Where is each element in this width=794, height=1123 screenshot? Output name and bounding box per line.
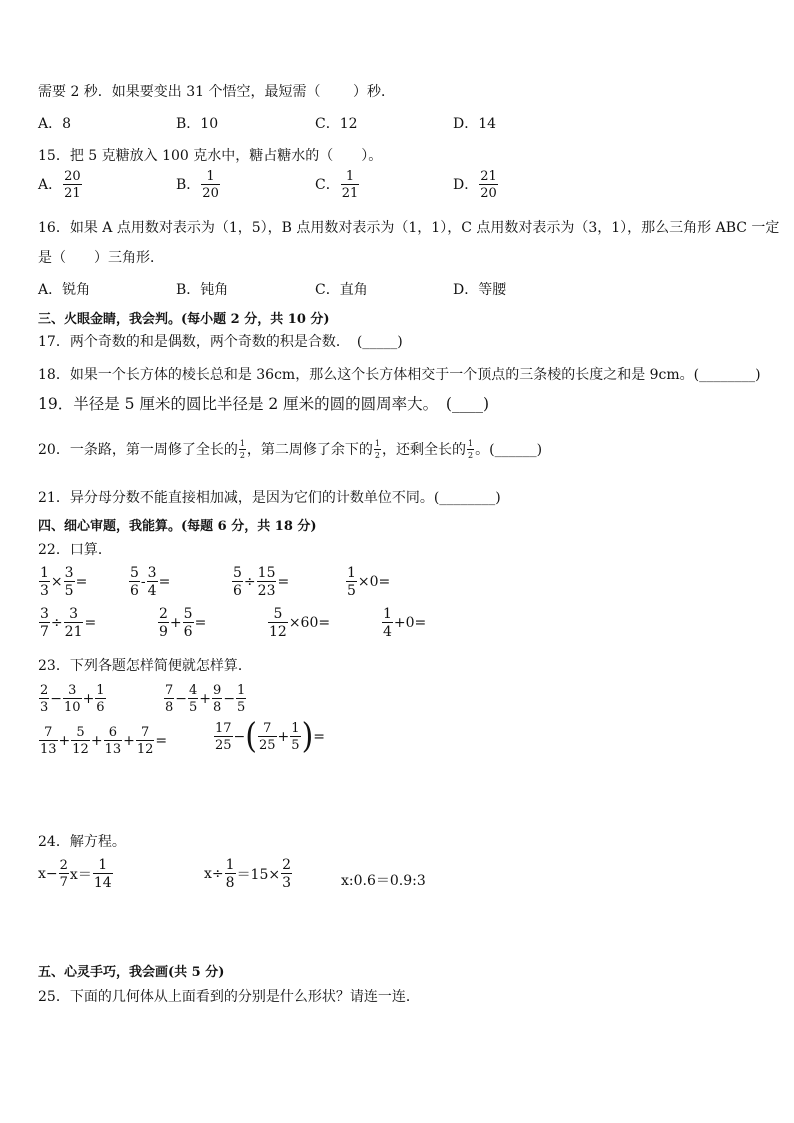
q22-item-6: $\frac{2}{9}$ + $\frac{5}{6}$ = — [159, 606, 207, 640]
section-3-heading: 三、火眼金睛，我会判。(每小题 2 分，共 10 分) — [38, 312, 330, 327]
q15-option-c: C． $\frac{1}{21}$ — [315, 169, 359, 201]
q16-text-line1: 16．如果 A 点用数对表示为（1，5），B 点用数对表示为（1，1），C 点用数对表示为（3，1），那么三角形 ABC 一定 — [38, 220, 780, 236]
section-5-heading: 五、心灵手巧，我会画(共 5 分) — [38, 965, 225, 980]
q21-text: 21．异分母分数不能直接相加减，是因为它们的计数单位不同。(________) — [38, 490, 501, 506]
q25-text: 25．下面的几何体从上面看到的分别是什么形状？请连一连． — [38, 989, 420, 1005]
q24-equation-1: x− $\frac{2}{7}$ x＝ $\frac{1}{14}$ — [38, 857, 112, 891]
close-paren: ) — [301, 716, 314, 757]
q16-option-b: B．钝角 — [176, 282, 229, 298]
q14-option-d: D．14 — [453, 116, 497, 132]
q23-expr-4: $\frac{17}{25}$ −( $\frac{7}{25}$ + $\frac{1}{5}$ )= — [215, 716, 326, 757]
q24-equation-2: x÷ $\frac{1}{8}$ ＝15× $\frac{2}{3}$ — [204, 857, 292, 891]
q16-option-d: D．等腰 — [453, 282, 507, 298]
q14-option-c: C．12 — [315, 116, 358, 132]
q22-item-7: $\frac{5}{12}$ ×60= — [269, 606, 331, 640]
q16-text-line2: 是（ ）三角形． — [38, 250, 164, 266]
q22-item-8: $\frac{1}{4}$ +0= — [383, 606, 427, 640]
q15-option-b: B． $\frac{1}{20}$ — [176, 169, 219, 201]
open-paren: ( — [245, 716, 257, 757]
q19-text: 19．半径是 5 厘米的圆比半径是 2 厘米的圆的圆周率大。 (____) — [38, 395, 490, 413]
q24-text: 24．解方程。 — [38, 834, 126, 850]
q22-item-5: $\frac{3}{7}$ ÷ $\frac{3}{21}$ = — [40, 606, 97, 640]
q24-equation-3: x:0.6＝0.9:3 — [341, 873, 426, 889]
q14-text: 需要 2 秒．如果要变出 31 个悟空，最短需（ ）秒． — [38, 84, 395, 100]
q23-expr-2: $\frac{7}{8}$ − $\frac{4}{5}$ + $\frac{9}{8}$ − $\frac{1}{5}$ — [165, 683, 246, 715]
q22-item-1: $\frac{1}{3}$ × $\frac{3}{5}$ = — [40, 565, 88, 599]
q22-item-3: $\frac{5}{6}$ ÷ $\frac{15}{23}$ = — [233, 565, 290, 599]
q15-option-d: D． $\frac{21}{20}$ — [453, 169, 497, 201]
q20-text: 20．一条路，第一周修了全长的 $\frac{1}{2}$ ，第二周修了余下的 $\frac{1}{2}$ ，还剩全长的 $\frac{1}{2}$ 。(______) — [38, 439, 543, 460]
q22-text: 22．口算． — [38, 542, 112, 558]
q14-option-b: B．10 — [176, 116, 219, 132]
q23-text: 23．下列各题怎样简便就怎样算． — [38, 658, 252, 674]
q22-item-2: $\frac{5}{6}$ - $\frac{3}{4}$ = — [130, 565, 171, 599]
q14-option-a: A．8 — [38, 116, 72, 132]
q15-text: 15．把 5 克糖放入 100 克水中，糖占糖水的（ ）。 — [38, 148, 383, 164]
q18-text: 18．如果一个长方体的棱长总和是 36cm，那么这个长方体相交于一个顶点的三条棱的长度之和是 9cm。(________) — [38, 367, 761, 383]
section-4-heading: 四、细心审题，我能算。(每题 6 分，共 18 分) — [38, 519, 317, 534]
q22-item-4: $\frac{1}{5}$ ×0= — [347, 565, 391, 599]
q16-option-c: C．直角 — [315, 282, 368, 298]
q15-option-a: A． $\frac{20}{21}$ — [38, 169, 81, 201]
q16-option-a: A．锐角 — [38, 282, 91, 298]
q23-expr-1: $\frac{2}{3}$ − $\frac{3}{10}$ + $\frac{1}{6}$ — [40, 683, 105, 715]
q17-text: 17．两个奇数的和是偶数，两个奇数的积是合数． (_____) — [38, 334, 403, 350]
q23-expr-3: $\frac{7}{13}$ + $\frac{5}{12}$ + $\frac{6}{13}$ + $\frac{7}{12}$ = — [40, 725, 168, 757]
